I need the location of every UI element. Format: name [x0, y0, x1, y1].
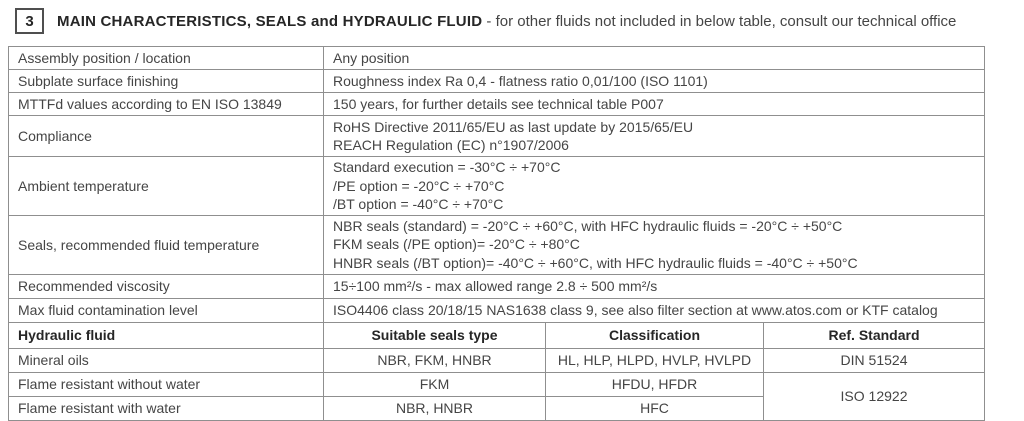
row-label-mttfd: MTTFd values according to EN ISO 13849 [9, 93, 324, 116]
row-label-subplate-finishing: Subplate surface finishing [9, 70, 324, 93]
fluid-name-flame-resistant-without-water: Flame resistant without water [9, 372, 324, 396]
row-value-mttfd: 150 years, for further details see technical table P007 [324, 93, 985, 116]
row-label-seals-fluid-temperature: Seals, recommended fluid temperature [9, 215, 324, 274]
ambient-line-3: /BT option = -40°C ÷ +70°C [333, 196, 504, 212]
fluid-classification-flame-resistant-with-water: HFC [546, 396, 764, 420]
fluid-classification-flame-resistant-without-water: HFDU, HFDR [546, 372, 764, 396]
row-value-max-contamination: ISO4406 class 20/18/15 NAS1638 class 9, see also filter section at www.atos.com or KTF catalog [324, 298, 985, 322]
table-row [9, 298, 985, 322]
row-value-recommended-viscosity: 15÷100 mm²/s - max allowed range 2.8 ÷ 500 mm²/s [324, 274, 985, 298]
seals-line-1: NBR seals (standard) = -20°C ÷ +60°C, with HFC hydraulic fluids = -20°C ÷ +50°C [333, 217, 843, 234]
seals-line-2: FKM seals (/PE option)= -20°C ÷ +80°C [333, 236, 580, 253]
page-title [57, 13, 956, 30]
column-header-ref-standard: Ref. Standard [764, 322, 985, 348]
section-header [15, 8, 956, 34]
column-header-suitable-seals: Suitable seals type [324, 322, 546, 348]
fluid-table-header-row [9, 322, 985, 348]
section-number: 3 [25, 12, 34, 30]
fluid-name-mineral-oils: Mineral oils [9, 348, 324, 372]
fluid-standard-flame-resistant: ISO 12922 [764, 372, 985, 420]
row-value-compliance [324, 116, 985, 157]
row-label-ambient-temperature: Ambient temperature [9, 157, 324, 216]
row-value-subplate-finishing: Roughness index Ra 0,4 - flatness ratio 0,01/100 (ISO 1101) [324, 70, 985, 93]
characteristics-and-fluid-table [8, 46, 985, 421]
fluid-seals-mineral-oils: NBR, FKM, HNBR [324, 348, 546, 372]
ambient-line-1: Standard execution = -30°C ÷ +70°C [333, 159, 561, 175]
column-header-hydraulic-fluid: Hydraulic fluid [9, 322, 324, 348]
fluid-classification-mineral-oils: HL, HLP, HLPD, HVLP, HVLPD [546, 348, 764, 372]
table-row [9, 215, 985, 274]
column-header-classification: Classification [546, 322, 764, 348]
seals-line-3: HNBR seals (/BT option)= -40°C ÷ +60°C, with HFC hydraulic fluids = -40°C ÷ +50°C [333, 254, 858, 271]
page-title-main: MAIN CHARACTERISTICS, SEALS and HYDRAULIC FLUID [57, 12, 483, 30]
fluid-seals-flame-resistant-with-water: NBR, HNBR [324, 396, 546, 420]
section-number-box [15, 8, 44, 34]
row-label-assembly-position: Assembly position / location [9, 47, 324, 70]
table-row [9, 70, 985, 93]
table-row [9, 47, 985, 70]
table-row [9, 157, 985, 216]
compliance-line-2: REACH Regulation (EC) n°1907/2006 [333, 137, 569, 153]
row-label-recommended-viscosity: Recommended viscosity [9, 274, 324, 298]
ambient-line-2: /PE option = -20°C ÷ +70°C [333, 177, 505, 194]
compliance-line-1: RoHS Directive 2011/65/EU as last update by 2015/65/EU [333, 118, 694, 135]
page-title-note: - for other fluids not included in below table, consult our technical office [482, 12, 957, 30]
row-label-max-contamination: Max fluid contamination level [9, 298, 324, 322]
fluid-table-row [9, 348, 985, 372]
table-row [9, 93, 985, 116]
fluid-seals-flame-resistant-without-water: FKM [324, 372, 546, 396]
row-label-compliance: Compliance [9, 116, 324, 157]
fluid-standard-mineral-oils: DIN 51524 [764, 348, 985, 372]
row-value-assembly-position: Any position [324, 47, 985, 70]
fluid-table-row [9, 372, 985, 396]
table-row [9, 116, 985, 157]
row-value-seals-fluid-temperature [324, 215, 985, 274]
fluid-name-flame-resistant-with-water: Flame resistant with water [9, 396, 324, 420]
row-value-ambient-temperature [324, 157, 985, 216]
table-row [9, 274, 985, 298]
